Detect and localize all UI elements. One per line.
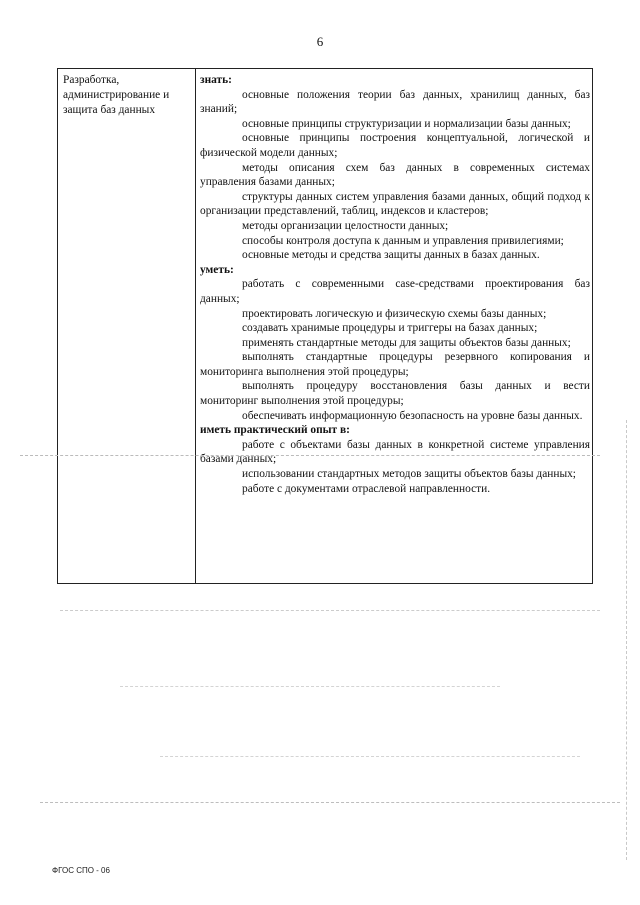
requirement-item: работать с современными case-средствами проектирования баз данных; <box>200 278 590 305</box>
requirement-item: работе с документами отраслевой направленности. <box>242 482 491 495</box>
scan-noise <box>20 455 600 456</box>
column-divider <box>195 69 196 583</box>
section-heading: знать: <box>200 74 232 86</box>
requirement-item: основные принципы структуризации и нормализации базы данных; <box>242 117 571 130</box>
requirement-item: проектировать логическую и физическую схемы базы данных; <box>242 307 547 320</box>
requirement-item: основные методы и средства защиты данных в базах данных. <box>242 249 540 262</box>
requirement-item: выполнять процедуру восстановления базы данных и вести мониторинг выполнения этой процедуры; <box>200 380 590 408</box>
requirement-item: основные положения теории баз данных, хранилищ данных, баз знаний; <box>200 88 590 116</box>
requirement-item: выполнять стандартные процедуры резервного копирования и мониторинга выполнения этой процедуры; <box>200 351 590 378</box>
requirement-item: работе с объектами базы данных в конкретной системе управления базами данных; <box>200 438 590 466</box>
requirement-item: методы описания схем баз данных в современных системах управления базами данных; <box>200 161 590 189</box>
requirement-item: обеспечивать информационную безопасность на уровне базы данных. <box>242 409 583 422</box>
requirement-item: структуры данных систем управления базами данных, общий подход к организации представлений, таблиц, индексов и кластеров; <box>200 190 590 218</box>
requirement-item: методы организации целостности данных; <box>242 219 449 232</box>
section-heading: уметь: <box>200 263 234 276</box>
scan-noise <box>40 802 620 803</box>
requirement-item: создавать хранимые процедуры и триггеры на базах данных; <box>242 322 538 335</box>
discipline-cell: Разработка, администрирование и защита баз данных <box>63 74 170 116</box>
requirement-item: применять стандартные методы для защиты объектов базы данных; <box>242 336 571 349</box>
requirements-cell <box>200 73 590 496</box>
page-number: 6 <box>316 34 324 49</box>
requirement-item: способы контроля доступа к данным и управления привилегиями; <box>242 234 564 247</box>
requirement-item: использовании стандартных методов защиты объектов базы данных; <box>242 468 576 481</box>
competency-table <box>57 68 593 584</box>
scan-noise <box>120 686 500 687</box>
scan-noise <box>160 756 580 757</box>
scan-noise <box>60 610 600 611</box>
section-heading: иметь практический опыт в: <box>200 424 350 437</box>
requirement-item: основные принципы построения концептуальной, логической и физической модели данных; <box>200 132 590 159</box>
footer-label: ФГОС СПО - 06 <box>52 866 110 875</box>
scan-noise <box>626 420 627 860</box>
